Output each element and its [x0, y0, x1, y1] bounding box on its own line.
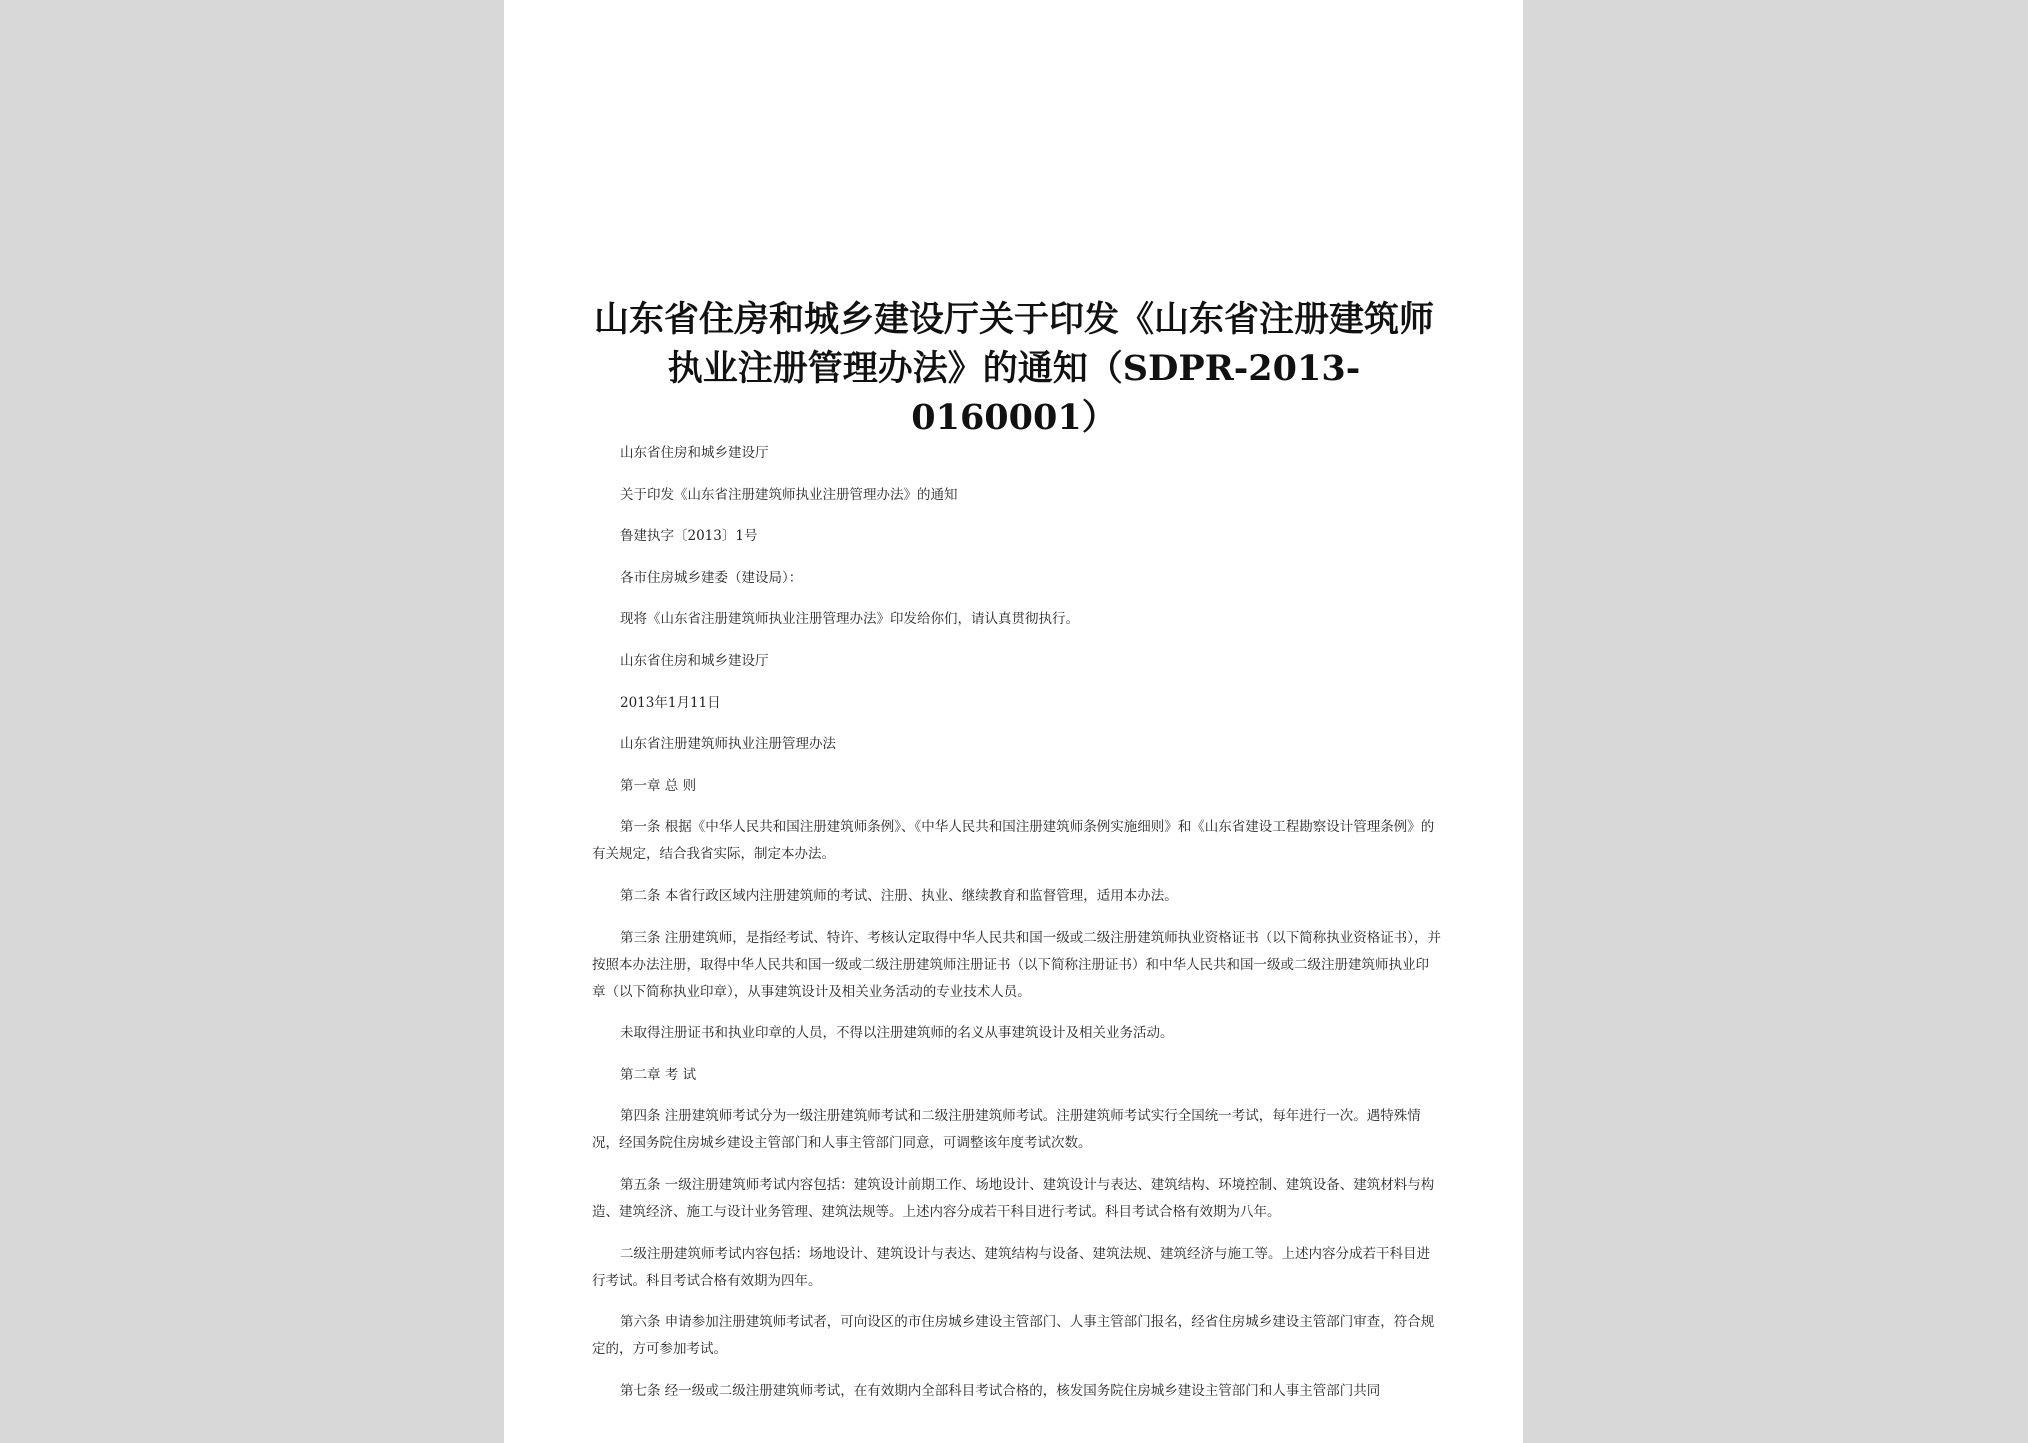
article-paragraph: 第四条 注册建筑师考试分为一级注册建筑师考试和二级注册建筑师考试。注册建筑师考试实行全国统一考试，每年进行一次。遇特殊情况，经国务院住房城乡建设主管部门和人事主管部门同意，可调整该年度考试次数。: [592, 1108, 1421, 1152]
article-paragraph: 第五条 一级注册建筑师考试内容包括：建筑设计前期工作、场地设计、建筑设计与表达、建筑结构、环境控制、建筑设备、建筑材料与构造、建筑经济、施工与设计业务管理、建筑法规等。上述内容分成若干科目进行考试。科目考试合格有效期为八年。: [592, 1176, 1435, 1220]
paragraph-notice-title: 关于印发《山东省注册建筑师执业注册管理办法》的通知: [620, 486, 958, 503]
article-paragraph: 第六条 申请参加注册建筑师考试者，可向设区的市住房城乡建设主管部门、人事主管部门报名，经省住房城乡建设主管部门审查，符合规定的，方可参加考试。: [592, 1314, 1435, 1358]
paragraph-doc-number: 鲁建执字〔2013〕1号: [620, 528, 758, 545]
paragraph-measure-title: 山东省注册建筑师执业注册管理办法: [620, 736, 836, 753]
article-paragraph: 第七条 经一级或二级注册建筑师考试，在有效期内全部科目考试合格的，核发国务院住房城乡建设主管部门和人事主管部门共同: [620, 1382, 1381, 1399]
paragraph-addressee: 各市住房城乡建委（建设局）：: [620, 569, 803, 586]
article-paragraph: 第二条 本省行政区域内注册建筑师的考试、注册、执业、继续教育和监督管理，适用本办法。: [620, 887, 1178, 904]
chapter-heading: 第二章 考 试: [620, 1066, 697, 1083]
article-paragraph: 二级注册建筑师考试内容包括：场地设计、建筑设计与表达、建筑结构与设备、建筑法规、建筑经济与施工等。上述内容分成若干科目进行考试。科目考试合格有效期为四年。: [592, 1245, 1430, 1289]
article-paragraph: 第一条 根据《中华人民共和国注册建筑师条例》、《中华人民共和国注册建筑师条例实施细则》和《山东省建设工程勘察设计管理条例》的有关规定，结合我省实际，制定本办法。: [592, 819, 1435, 863]
document-title: 山东省住房和城乡建设厅关于印发《山东省注册建筑师执业注册管理办法》的通知（SDPR-2013-0160001）: [593, 299, 1434, 438]
chapter-heading: 第一章 总 则: [620, 777, 697, 794]
article-paragraph: 第三条 注册建筑师，是指经考试、特许、考核认定取得中华人民共和国一级或二级注册建筑师执业资格证书（以下简称执业资格证书），并按照本办法注册，取得中华人民共和国一级或二级注册建筑师注册证书（以下简称注册证书）和中华人民共和国一级或二级注册建筑师执业印章（以下简称执业印章），从事建筑设计及相关业务活动的专业技术人员。: [592, 929, 1442, 1000]
document-body: [592, 440, 1442, 1419]
article-paragraph: 未取得注册证书和执业印章的人员，不得以注册建筑师的名义从事建筑设计及相关业务活动。: [620, 1025, 1174, 1042]
paragraph-date: 2013年1月11日: [620, 694, 721, 711]
paragraph-issuer: 山东省住房和城乡建设厅: [620, 445, 769, 461]
paragraph-instruction: 现将《山东省注册建筑师执业注册管理办法》印发给你们，请认真贯彻执行。: [620, 611, 1079, 628]
document-page: [504, 0, 1523, 1443]
paragraph-signature: 山东省住房和城乡建设厅: [620, 652, 769, 669]
